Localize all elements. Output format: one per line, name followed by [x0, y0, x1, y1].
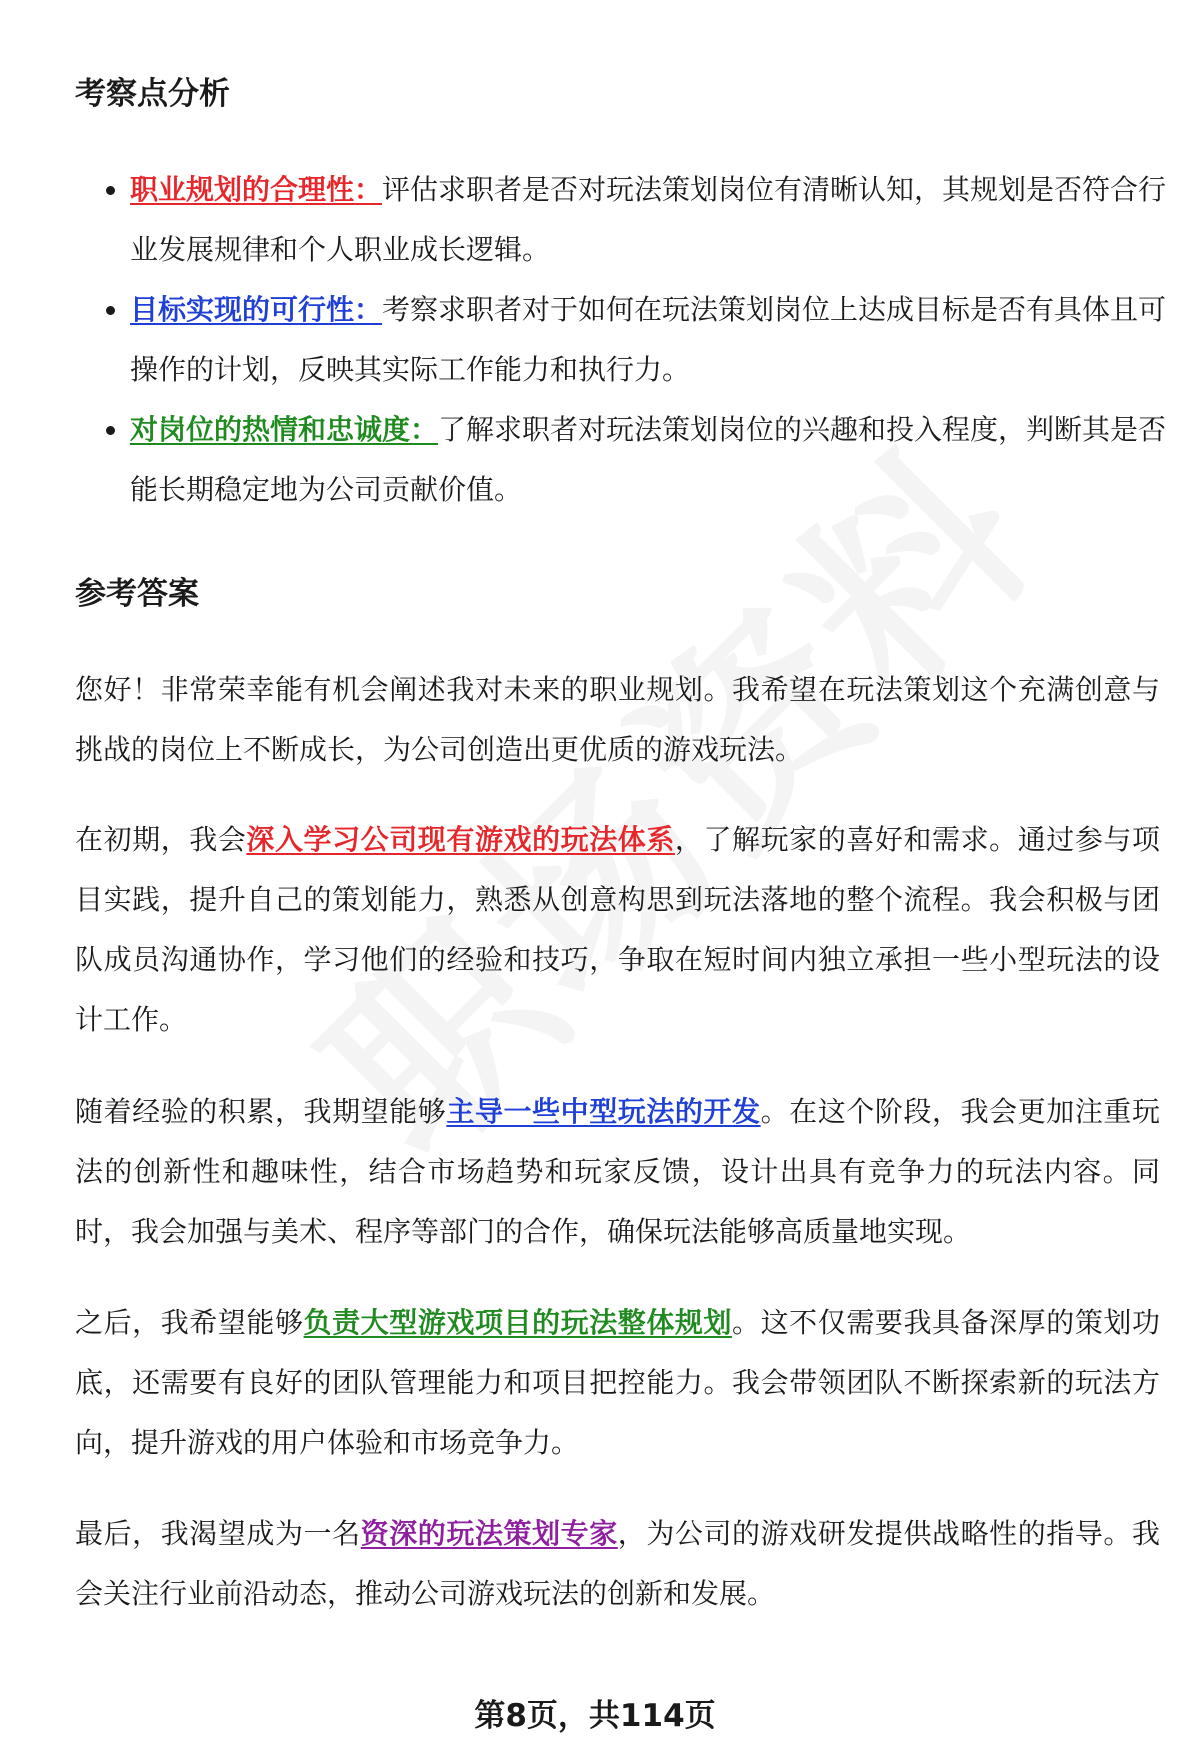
- list-item: [130, 160, 1190, 280]
- paragraph-text: 。这不仅需要我具备深厚的策划功底，还需要有良好的团队管理能力和项目把控能力。我会带领团队不断探索新的玩法方向，提升游戏的用户体验和市场竞争力。: [75, 1306, 1160, 1459]
- answer-paragraph-mid: [75, 1082, 1160, 1262]
- highlight-keyword: 负责大型游戏项目的玩法整体规划: [303, 1306, 733, 1339]
- list-item: [130, 400, 1190, 520]
- section-title-analysis: 考察点分析: [75, 76, 230, 112]
- paragraph-text: 在初期，我会: [75, 823, 247, 856]
- highlight-keyword: 深入学习公司现有游戏的玩法体系: [246, 823, 675, 856]
- point-keyword: 目标实现的可行性：: [130, 293, 383, 326]
- paragraph-text: ，为公司的游戏研发提供战略性的指导。我会关注行业前沿动态，推动公司游戏玩法的创新和发展。: [75, 1517, 1160, 1610]
- point-keyword: 对岗位的热情和忠诚度：: [130, 413, 439, 446]
- point-text: 了解求职者对玩法策划岗位的兴趣和投入程度，判断其是否能长期稳定地为公司贡献价值。: [130, 413, 1167, 506]
- answer-paragraph-early: [75, 810, 1160, 1050]
- answer-paragraph-intro: 您好！非常荣幸能有机会阐述我对未来的职业规划。我希望在玩法策划这个充满创意与挑战的岗位上不断成长，为公司创造出更优质的游戏玩法。: [75, 673, 1160, 766]
- answer-paragraph-final: [75, 1504, 1160, 1624]
- paragraph-text: ，了解玩家的喜好和需求。通过参与项目实践，提升自己的策划能力，熟悉从创意构思到玩法落地的整个流程。我会积极与团队成员沟通协作，学习他们的经验和技巧，争取在短时间内独立承担一些小型玩法的设计工作。: [75, 823, 1160, 1036]
- paragraph-text: 最后，我渴望成为一名: [75, 1517, 361, 1550]
- paragraph-text: 随着经验的积累，我期望能够: [75, 1095, 447, 1128]
- paragraph-text: 之后，我希望能够: [75, 1306, 304, 1339]
- section-title-answer: 参考答案: [75, 576, 199, 612]
- highlight-keyword: 资深的玩法策划专家: [360, 1517, 618, 1550]
- point-text: 考察求职者对于如何在玩法策划岗位上达成目标是否有具体且可操作的计划，反映其实际工作能力和执行力。: [130, 293, 1167, 386]
- list-item: [130, 280, 1190, 400]
- analysis-points-list: [95, 160, 1190, 520]
- paragraph-text: 。在这个阶段，我会更加注重玩法的创新性和趣味性，结合市场趋势和玩家反馈，设计出具有竞争力的玩法内容。同时，我会加强与美术、程序等部门的合作，确保玩法能够高质量地实现。: [75, 1095, 1160, 1248]
- point-keyword: 职业规划的合理性：: [130, 173, 383, 206]
- point-text: 评估求职者是否对玩法策划岗位有清晰认知，其规划是否符合行业发展规律和个人职业成长逻辑。: [130, 173, 1167, 266]
- highlight-keyword: 主导一些中型玩法的开发: [446, 1095, 761, 1128]
- answer-paragraph-later: [75, 1293, 1160, 1473]
- page-number-footer: 第8页，共114页: [474, 1698, 716, 1734]
